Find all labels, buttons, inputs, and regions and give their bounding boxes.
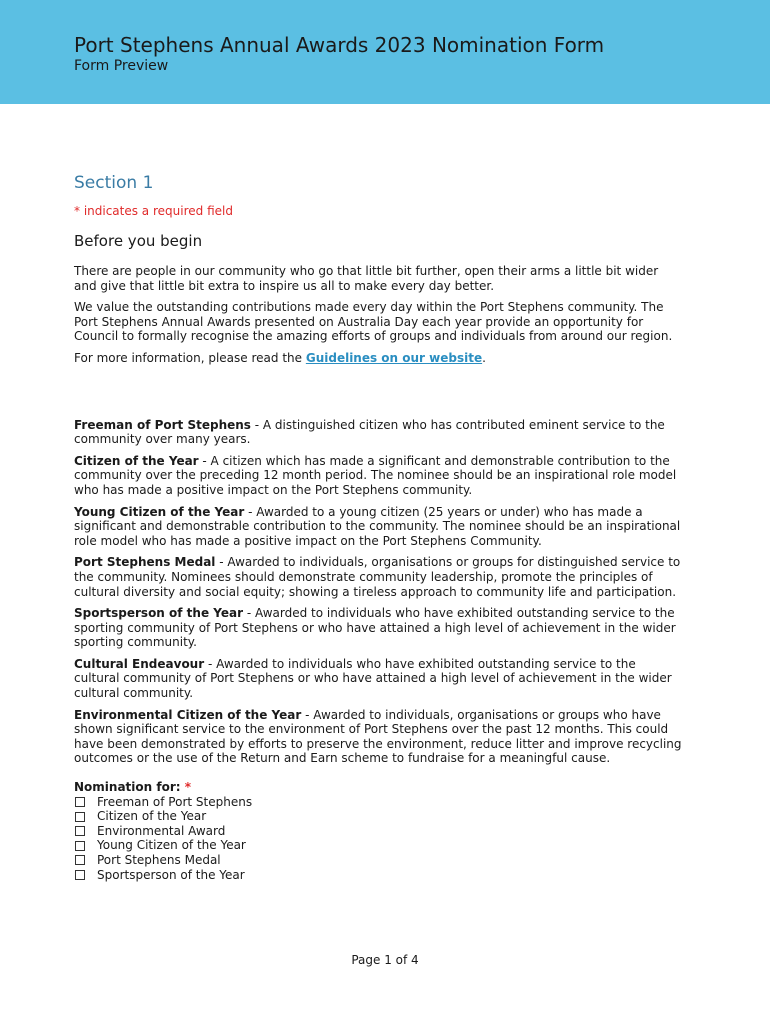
intro-paragraph-1: There are people in our community who go that little bit further, open their arms a little bit wider and give that little bit extra to inspire us all to make every day better. <box>74 264 659 293</box>
award-text: - Awarded to a young citizen (25 years or under) who has made a significant and demonstrable contribution to the community. The nominee should be an inspirational role model who has made a positive impact on the Port Stephens Community. <box>74 504 681 548</box>
guidelines-paragraph <box>74 351 684 366</box>
award-text: - A citizen which has made a significant and demonstrable contribution to the community over the preceding 12 month period. The nominee should be an inspirational role model who has made a positive impact on the Port Stephens community. <box>74 453 677 497</box>
nomination-option[interactable] <box>74 838 684 853</box>
before-you-begin-heading: Before you begin <box>74 232 203 250</box>
form-content <box>74 170 684 882</box>
award-description <box>74 418 684 447</box>
award-description <box>74 708 684 766</box>
award-description <box>74 606 684 650</box>
required-field-note: * indicates a required field <box>74 204 233 218</box>
award-text: - A distinguished citizen who has contributed eminent service to the community over many years. <box>74 417 665 447</box>
award-name: Citizen of the Year <box>74 453 199 468</box>
section-title: Section 1 <box>74 173 154 193</box>
nomination-option-label: Environmental Award <box>97 823 226 838</box>
award-text: - Awarded to individuals, organisations or groups who have shown significant service to the environment of Port Stephens over the past 12 months. This could have been demonstrated by efforts to preserve the environment, reduce litter and improve recycling outcomes or the use of the Return and Earn scheme to fundraise for a meaningful cause. <box>74 707 682 766</box>
award-description <box>74 555 684 599</box>
nomination-option[interactable] <box>74 809 684 824</box>
guidelines-link[interactable]: Guidelines on our website <box>305 350 483 365</box>
award-name: Environmental Citizen of the Year <box>74 707 302 722</box>
checkbox-icon[interactable] <box>75 826 85 836</box>
form-title: Port Stephens Annual Awards 2023 Nomination Form <box>74 33 605 57</box>
award-text: - Awarded to individuals who have exhibited outstanding service to the sporting community of Port Stephens or who have attained a high level of achievement in the wider sporting community. <box>74 606 676 650</box>
nomination-option-label: Freeman of Port Stephens <box>97 794 253 809</box>
checkbox-icon[interactable] <box>75 870 85 880</box>
checkbox-icon[interactable] <box>75 812 85 822</box>
award-name: Cultural Endeavour <box>74 656 205 671</box>
checkbox-icon[interactable] <box>75 841 85 851</box>
required-asterisk: * <box>184 780 192 795</box>
award-name: Port Stephens Medal <box>74 555 216 570</box>
guidelines-prefix: For more information, please read the <box>74 350 306 365</box>
nomination-option[interactable] <box>74 868 684 883</box>
nomination-option[interactable] <box>74 795 684 810</box>
nomination-option[interactable] <box>74 853 684 868</box>
award-description <box>74 505 684 549</box>
nomination-option-label: Sportsperson of the Year <box>97 867 245 882</box>
award-name: Freeman of Port Stephens <box>74 417 251 432</box>
award-description <box>74 657 684 701</box>
nomination-label <box>74 780 684 795</box>
nomination-option-label: Port Stephens Medal <box>97 853 221 867</box>
nomination-option-label: Young Citizen of the Year <box>97 838 246 853</box>
guidelines-suffix: . <box>482 350 486 365</box>
award-text: - Awarded to individuals, organisations or groups for distinguished service to the community. Nominees should demonstrate community leadership, promote the principles of cultural diversity and social equity; showing a tireless approach to community life and participation. <box>74 555 681 599</box>
nomination-option[interactable] <box>74 824 684 839</box>
nomination-options <box>74 795 684 883</box>
form-subtitle: Form Preview <box>74 58 169 74</box>
award-text: - Awarded to individuals who have exhibited outstanding service to the cultural community of Port Stephens or who have attained a high level of achievement in the wider cultural community. <box>74 656 672 701</box>
page-number: Page 1 of 4 <box>351 953 419 967</box>
award-descriptions <box>74 418 684 766</box>
award-description <box>74 454 684 498</box>
checkbox-icon[interactable] <box>75 797 85 807</box>
nomination-option-label: Citizen of the Year <box>97 809 207 824</box>
nomination-label-text: Nomination for: <box>74 780 181 795</box>
checkbox-icon[interactable] <box>75 855 85 865</box>
intro-paragraph-2: We value the outstanding contributions made every day within the Port Stephens community. The Port Stephens Annual Awards presented on Australia Day each year provide an opportunity for Council to formally recognise the amazing efforts of groups and individuals from around our region. <box>74 300 673 344</box>
form-header <box>0 0 770 104</box>
award-name: Sportsperson of the Year <box>74 606 244 621</box>
award-name: Young Citizen of the Year <box>74 504 245 519</box>
